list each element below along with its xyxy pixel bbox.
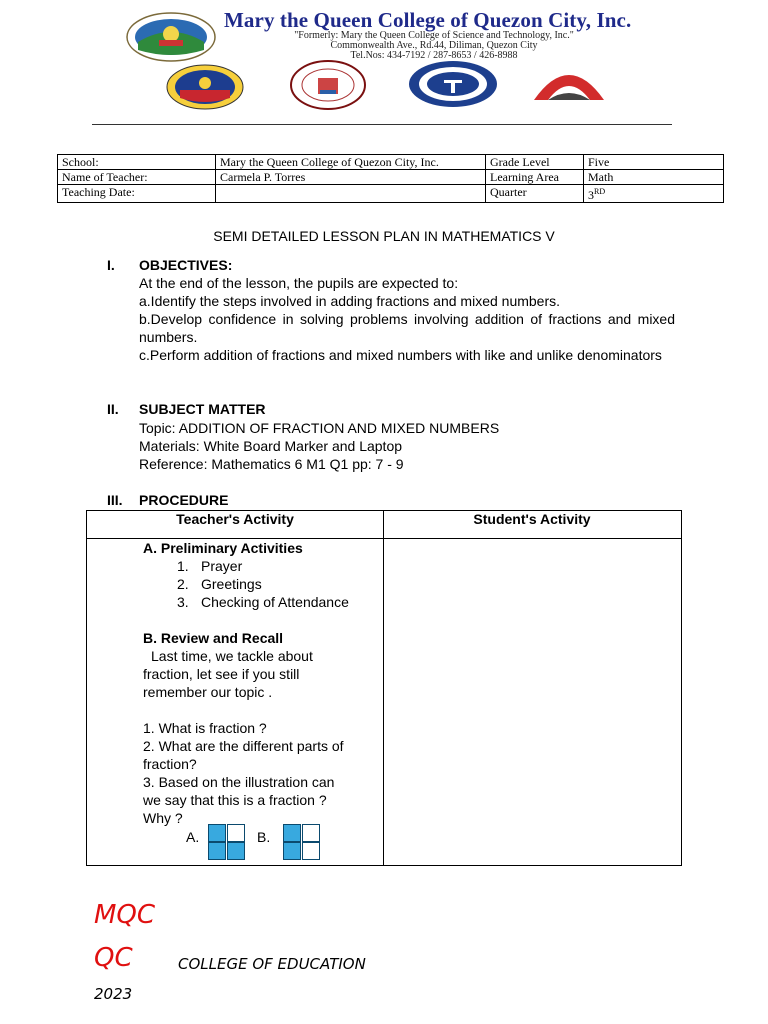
preliminary-heading: A. Preliminary Activities bbox=[143, 540, 303, 556]
fraction-figure-a bbox=[206, 822, 250, 862]
option-a-label: A. bbox=[186, 829, 200, 845]
college-name: Mary the Queen College of Quezon City, Inc. bbox=[224, 8, 632, 32]
info-row-teacher bbox=[58, 170, 724, 185]
procedure-heading: PROCEDURE bbox=[139, 492, 229, 508]
fraction-cell bbox=[227, 842, 245, 860]
teaching-date-value bbox=[216, 185, 486, 203]
footer-qc: QC bbox=[94, 943, 133, 973]
subject-matter-body bbox=[139, 419, 675, 473]
learning-area-label: Learning Area bbox=[486, 170, 584, 185]
objectives-heading: OBJECTIVES: bbox=[139, 257, 233, 273]
objectives-number: I. bbox=[107, 257, 115, 273]
fraction-cell bbox=[283, 824, 301, 842]
teacher-value: Carmela P. Torres bbox=[216, 170, 486, 185]
objective-c: c.Perform addition of fractions and mixed numbers with like and unlike denominators bbox=[139, 347, 662, 363]
quarter-number: 3 bbox=[588, 188, 594, 202]
objectives-intro: At the end of the lesson, the pupils are expected to: bbox=[139, 275, 459, 291]
footer-college: COLLEGE OF EDUCATION bbox=[178, 955, 366, 973]
red-arch-logo-icon bbox=[530, 60, 608, 106]
preliminary-item: 2. Greetings bbox=[177, 576, 262, 592]
college-address: Commonwealth Ave., Rd.44, Diliman, Quezon City bbox=[330, 40, 538, 51]
info-row-date bbox=[58, 185, 724, 203]
grade-level-value: Five bbox=[584, 155, 724, 170]
preliminary-item: 3. Checking of Attendance bbox=[177, 594, 349, 610]
question-line: 3. Based on the illustration can bbox=[143, 774, 335, 790]
teacher-activity-cell bbox=[143, 539, 371, 827]
question-line: 1. What is fraction ? bbox=[143, 720, 267, 736]
preliminary-item: 1. Prayer bbox=[177, 558, 243, 574]
question-line: fraction? bbox=[143, 756, 197, 772]
college-telephone: Tel.Nos: 434-7192 / 287-8653 / 426-8988 bbox=[350, 50, 518, 61]
question-line: we say that this is a fraction ? bbox=[143, 792, 327, 808]
reference-line: Reference: Mathematics 6 M1 Q1 pp: 7 - 9 bbox=[139, 456, 404, 472]
subject-matter-heading: SUBJECT MATTER bbox=[139, 401, 266, 417]
learning-area-value: Math bbox=[584, 170, 724, 185]
teaching-date-label: Teaching Date: bbox=[58, 185, 216, 203]
review-heading: B. Review and Recall bbox=[143, 630, 284, 646]
option-b-label: B. bbox=[257, 829, 271, 845]
fraction-cell bbox=[208, 842, 226, 860]
document-title: SEMI DETAILED LESSON PLAN IN MATHEMATICS V bbox=[213, 228, 555, 244]
review-intro-line: Last time, we tackle about bbox=[151, 648, 313, 664]
fraction-figure-b bbox=[281, 822, 325, 862]
fraction-cell bbox=[208, 824, 226, 842]
fraction-cell bbox=[283, 842, 301, 860]
student-activity-header: Student's Activity bbox=[473, 511, 591, 527]
quarter-value bbox=[584, 185, 724, 203]
quarter-label: Quarter bbox=[486, 185, 584, 203]
school-seal-icon bbox=[126, 12, 216, 62]
materials-line: Materials: White Board Marker and Laptop bbox=[139, 438, 403, 454]
sunburst-seal-icon bbox=[166, 64, 244, 110]
school-label: School: bbox=[58, 155, 216, 170]
fraction-cell bbox=[227, 824, 245, 842]
fraction-cell bbox=[302, 824, 320, 842]
footer-year: 2023 bbox=[94, 985, 133, 1003]
review-intro-line: fraction, let see if you still bbox=[143, 666, 300, 682]
teacher-label: Name of Teacher: bbox=[58, 170, 216, 185]
procedure-number: III. bbox=[107, 492, 123, 508]
header-divider bbox=[92, 124, 672, 125]
info-row-school bbox=[58, 155, 724, 170]
lesson-info-table bbox=[57, 154, 724, 203]
question-line: 2. What are the different parts of bbox=[143, 738, 344, 754]
objectives-body bbox=[139, 274, 675, 364]
fraction-cell bbox=[302, 842, 320, 860]
school-value: Mary the Queen College of Quezon City, Inc. bbox=[216, 155, 486, 170]
procedure-table bbox=[86, 510, 682, 866]
question-line: Why ? bbox=[143, 810, 183, 826]
procedure-column-divider bbox=[383, 511, 384, 865]
review-intro-line: remember our topic . bbox=[143, 684, 273, 700]
deped-seal-icon bbox=[290, 60, 366, 110]
objective-b: b.Develop confidence in solving problems involving addition of fractions and mixed numbers. bbox=[139, 311, 675, 345]
topic-line: Topic: ADDITION OF FRACTION AND MIXED NUMBERS bbox=[139, 420, 500, 436]
footer-mqc: MQC bbox=[94, 900, 156, 930]
tesda-gear-icon bbox=[408, 60, 498, 108]
grade-level-label: Grade Level bbox=[486, 155, 584, 170]
objective-a: a.Identify the steps involved in adding fractions and mixed numbers. bbox=[139, 293, 561, 309]
teacher-activity-header: Teacher's Activity bbox=[176, 511, 294, 527]
subject-matter-number: II. bbox=[107, 401, 119, 417]
quarter-suffix: RD bbox=[594, 187, 606, 196]
college-formerly: "Formerly: Mary the Queen College of Science and Technology, Inc." bbox=[294, 30, 574, 41]
